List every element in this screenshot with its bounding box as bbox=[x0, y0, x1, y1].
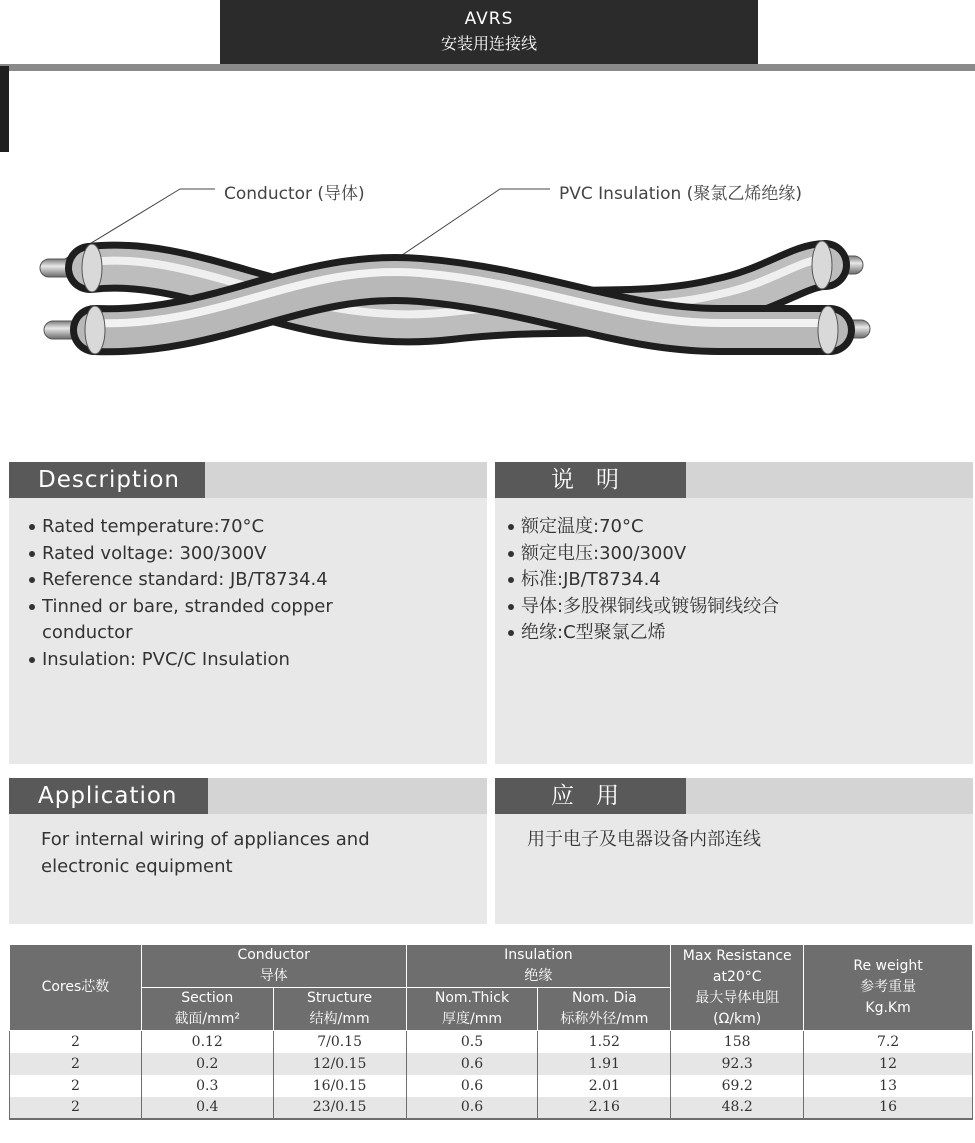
header-resistance: Max Resistance at20°C 最大导体电阻 (Ω/km) bbox=[671, 945, 804, 1031]
list-item: Rated voltage: 300/300V bbox=[29, 541, 339, 568]
table-row: 2 0.2 12/0.15 0.6 1.91 92.3 12 bbox=[10, 1053, 973, 1075]
description-panel-cn bbox=[495, 462, 973, 764]
application-panel-cn bbox=[495, 778, 973, 924]
header-thick: Nom.Thick 厚度/mm bbox=[406, 988, 538, 1031]
list-item: 导体:多股裸铜线或镀锡铜线绞合 bbox=[508, 594, 779, 621]
spec-table bbox=[9, 944, 973, 1120]
table-row: 2 0.12 7/0.15 0.5 1.52 158 7.2 bbox=[10, 1031, 973, 1053]
header-cores: Cores芯数 bbox=[10, 945, 142, 1031]
list-item: Rated temperature:70°C bbox=[29, 514, 339, 541]
description-list-cn bbox=[508, 514, 779, 647]
description-title-cn: 说明 bbox=[495, 462, 686, 498]
list-item: Tinned or bare, stranded copper conductor bbox=[29, 594, 339, 647]
header-bar bbox=[220, 0, 758, 64]
application-title-en: Application bbox=[9, 778, 208, 814]
header-structure: Structure 结构/mm bbox=[273, 988, 406, 1031]
table-row: 2 0.3 16/0.15 0.6 2.01 69.2 13 bbox=[10, 1075, 973, 1097]
list-item: Reference standard: JB/T8734.4 bbox=[29, 567, 339, 594]
header-insulation: Insulation 绝缘 bbox=[406, 945, 671, 988]
list-item: 绝缘:C型聚氯乙烯 bbox=[508, 620, 779, 647]
conductor-callout: Conductor (导体) bbox=[224, 184, 365, 204]
description-panel-en bbox=[9, 462, 487, 764]
application-panel-en bbox=[9, 778, 487, 924]
header-weight: Re weight 参考重量 Kg.Km bbox=[804, 945, 973, 1031]
application-text-en: For internal wiring of appliances and electronic equipment bbox=[41, 829, 370, 877]
header-section: Section 截面/mm² bbox=[141, 988, 273, 1031]
list-item: Insulation: PVC/C Insulation bbox=[29, 647, 339, 674]
product-subtitle: 安装用连接线 bbox=[440, 34, 537, 53]
header-dia: Nom. Dia 标称外径/mm bbox=[538, 988, 671, 1031]
list-item: 标准:JB/T8734.4 bbox=[508, 567, 779, 594]
header-rule bbox=[0, 64, 975, 71]
table-row: 2 0.4 23/0.15 0.6 2.16 48.2 16 bbox=[10, 1097, 973, 1119]
application-text-cn: 用于电子及电器设备内部连线 bbox=[527, 829, 761, 850]
product-model: AVRS bbox=[464, 9, 514, 29]
list-item: 额定温度:70°C bbox=[508, 514, 779, 541]
twisted-cable-illustration bbox=[0, 170, 975, 370]
side-tab bbox=[0, 66, 9, 152]
list-item: 额定电压:300/300V bbox=[508, 541, 779, 568]
application-title-cn: 应用 bbox=[495, 778, 686, 814]
description-title-en: Description bbox=[9, 462, 205, 498]
description-list-en bbox=[29, 514, 339, 673]
header-conductor: Conductor 导体 bbox=[141, 945, 406, 988]
insulation-callout: PVC Insulation (聚氯乙烯绝缘) bbox=[559, 184, 802, 204]
